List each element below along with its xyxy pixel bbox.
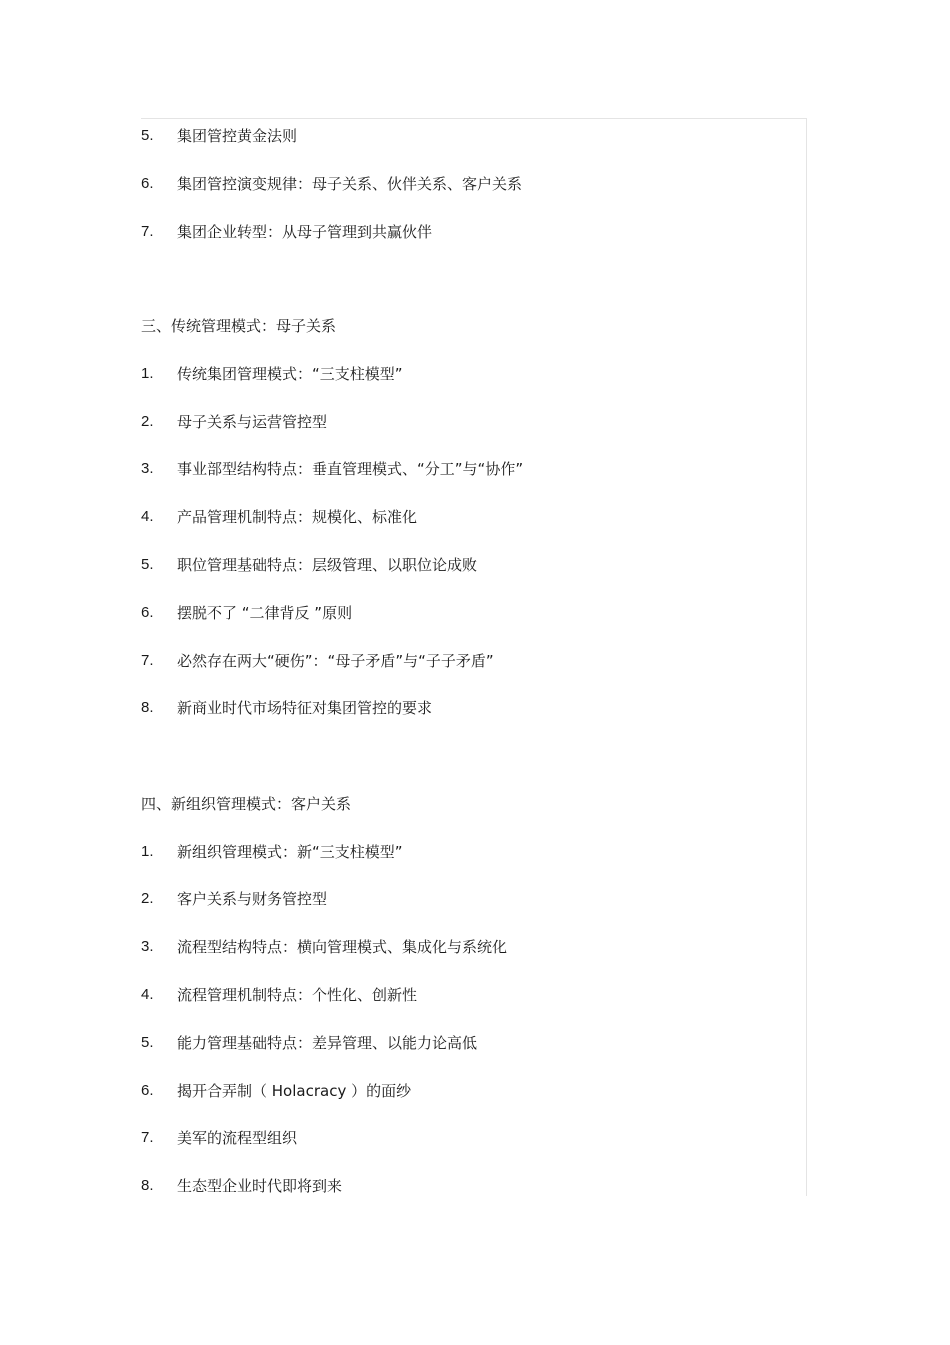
item-number: 1.	[141, 365, 154, 382]
item-number: 7.	[141, 652, 154, 669]
item-text: 摆脱不了 “二律背反 ”原则	[177, 604, 353, 622]
item-number: 2.	[141, 890, 154, 907]
item-text: 能力管理基础特点：差异管理、以能力论高低	[177, 1034, 478, 1052]
item-text: 事业部型结构特点：垂直管理模式、“分工”与“协作”	[177, 460, 524, 478]
item-text: 新商业时代市场特征对集团管控的要求	[177, 699, 433, 717]
item-text: 客户关系与财务管控型	[177, 890, 328, 908]
item-number: 8.	[141, 699, 154, 716]
item-text: 母子关系与运营管控型	[177, 413, 328, 431]
item-number: 2.	[141, 413, 154, 430]
item-number: 7.	[141, 223, 154, 240]
item-number: 6.	[141, 175, 154, 192]
item-number: 5.	[141, 1034, 154, 1051]
section-heading: 四、新组织管理模式：客户关系	[141, 795, 352, 813]
item-number: 6.	[141, 1082, 154, 1099]
item-text: 集团管控演变规律：母子关系、伙伴关系、客户关系	[177, 175, 523, 193]
item-number: 4.	[141, 986, 154, 1003]
item-text: 美军的流程型组织	[177, 1129, 298, 1147]
item-number: 5.	[141, 127, 154, 144]
item-text: 流程型结构特点：横向管理模式、集成化与系统化	[177, 938, 508, 956]
item-text: 流程管理机制特点：个性化、创新性	[177, 986, 418, 1004]
item-number: 8.	[141, 1177, 154, 1194]
item-text: 新组织管理模式：新“三支柱模型”	[177, 843, 403, 861]
item-number: 3.	[141, 460, 154, 477]
item-number: 7.	[141, 1129, 154, 1146]
item-text: 生态型企业时代即将到来	[177, 1177, 343, 1195]
item-text: 产品管理机制特点：规模化、标准化	[177, 508, 418, 526]
item-number: 1.	[141, 843, 154, 860]
item-text: 集团企业转型：从母子管理到共赢伙伴	[177, 223, 433, 241]
section-heading: 三、传统管理模式：母子关系	[141, 317, 337, 335]
item-text: 传统集团管理模式：“三支柱模型”	[177, 365, 403, 383]
item-number: 5.	[141, 556, 154, 573]
item-number: 3.	[141, 938, 154, 955]
item-text: 揭开合弄制（ Holacracy ）的面纱	[177, 1082, 412, 1100]
item-text: 必然存在两大“硬伤”：“母子矛盾”与“子子矛盾”	[177, 652, 494, 670]
item-text: 职位管理基础特点：层级管理、以职位论成败	[177, 556, 478, 574]
item-text: 集团管控黄金法则	[177, 127, 298, 145]
item-number: 6.	[141, 604, 154, 621]
item-number: 4.	[141, 508, 154, 525]
